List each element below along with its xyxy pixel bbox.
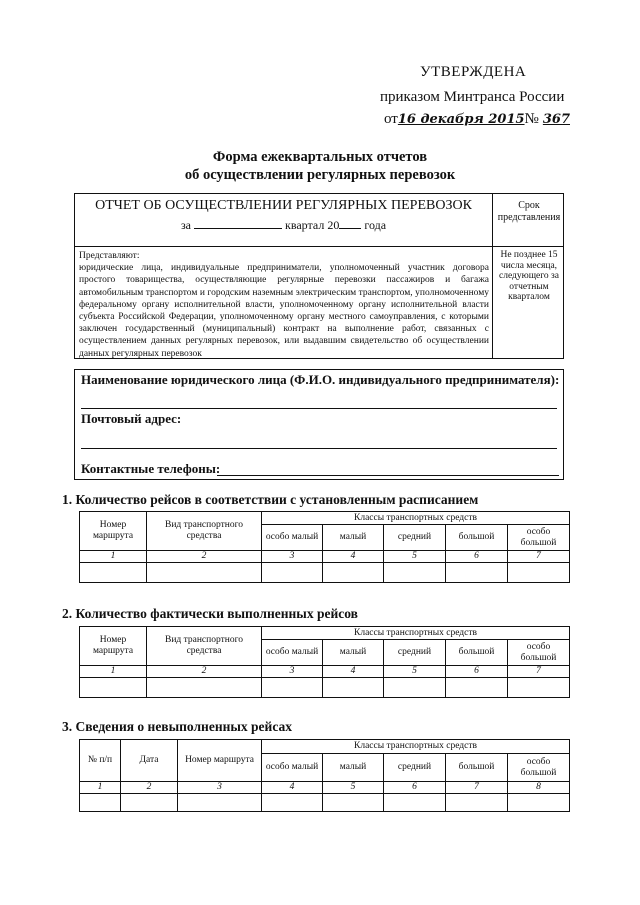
class-header: особо малый: [262, 754, 323, 782]
handwritten-number: 367: [542, 112, 570, 127]
table-cell[interactable]: [508, 794, 570, 812]
report-box-rule: [75, 246, 563, 247]
column-number: 1: [80, 551, 147, 563]
column-number: 7: [508, 551, 570, 563]
table-cell[interactable]: [323, 563, 384, 583]
class-header: средний: [384, 640, 446, 666]
presenters-label: Представляют:: [79, 251, 140, 261]
table-cell[interactable]: [384, 678, 446, 698]
org-name-label: Наименование юридического лица (Ф.И.О. индивидуального предпринимателя):: [81, 372, 560, 387]
class-header: особо малый: [262, 525, 323, 551]
class-header: малый: [323, 525, 384, 551]
column-number: 6: [446, 551, 508, 563]
section2-table: [79, 626, 570, 698]
approval-dateline: [384, 111, 570, 128]
phones-label: Контактные телефоны:: [81, 461, 221, 476]
column-number: 3: [262, 666, 323, 678]
class-header: особо большой: [508, 754, 570, 782]
column-number: 7: [508, 666, 570, 678]
deadline-header: Срок представления: [497, 200, 561, 223]
class-header: особо большой: [508, 525, 570, 551]
quarter-blank-field[interactable]: [194, 228, 282, 229]
class-header: малый: [323, 754, 384, 782]
column-number: 1: [80, 666, 147, 678]
table-cell[interactable]: [323, 678, 384, 698]
class-header: большой: [446, 754, 508, 782]
column-number: 2: [147, 666, 262, 678]
presenters-text: юридические лица, индивидуальные предприниматели, уполномоченный участник договора простого товарищества, осуществляющие регулярные перевозки пассажиров и багажа автомобильным транспортом и городским наземным электрическим транспортом, уполномоченному федеральному органу исполнительной власти, уполномоченному органу исполнительной власти субъекта Российской Федерации, уполномоченному органу местного самоуправления, с которыми заключен государственный (муниципальный) контракт на выполнение работ, связанных с осуществлением данных регулярных перевозок, или выдавшим свидетельство об осуществлении данных регулярных перевозок: [79, 263, 489, 359]
table-cell[interactable]: [262, 563, 323, 583]
class-header: средний: [384, 525, 446, 551]
class-header: особо малый: [262, 640, 323, 666]
section2-title: 2. Количество фактически выполненных рейсов: [62, 606, 358, 621]
table-row: [80, 563, 570, 583]
table-cell[interactable]: [80, 563, 147, 583]
table-cell[interactable]: [384, 563, 446, 583]
table-cell[interactable]: [446, 678, 508, 698]
table-row: [80, 794, 570, 812]
class-header: малый: [323, 640, 384, 666]
col-route-header: Номер маршрута: [80, 627, 147, 666]
number-prefix: №: [524, 111, 539, 127]
report-header-box: [74, 193, 564, 359]
table-cell[interactable]: [446, 563, 508, 583]
table-cell[interactable]: [508, 563, 570, 583]
table-cell[interactable]: [147, 563, 262, 583]
column-number: 3: [178, 782, 262, 794]
table-cell[interactable]: [446, 794, 508, 812]
column-number: 4: [323, 666, 384, 678]
organization-box: [74, 369, 564, 480]
class-header: средний: [384, 754, 446, 782]
col-vehicle-type-header: Вид транспортного средства: [147, 627, 262, 666]
column-number: 5: [384, 551, 446, 563]
column-number: 2: [121, 782, 178, 794]
section3-table: [79, 739, 570, 812]
column-number: 6: [446, 666, 508, 678]
table-cell[interactable]: [262, 678, 323, 698]
postal-address-label: Почтовый адрес:: [81, 411, 182, 426]
col-classes-header: Классы транспортных средств: [262, 740, 570, 754]
approval-order: приказом Минтранса России: [380, 89, 565, 105]
section3-title: 3. Сведения о невыполненных рейсах: [62, 719, 292, 734]
column-number: 5: [384, 666, 446, 678]
form-title-line2: об осуществлении регулярных перевозок: [184, 167, 456, 183]
handwritten-date: 16 декабря 2015: [397, 112, 525, 127]
col-route-header: Номер маршрута: [80, 512, 147, 551]
deadline-text: Не позднее 15 числа месяца, следующего за отчетным кварталом: [498, 250, 559, 302]
class-header: большой: [446, 640, 508, 666]
report-period: [75, 218, 492, 233]
section1-table: [79, 511, 570, 583]
table-cell[interactable]: [80, 678, 147, 698]
col-date-header: Дата: [121, 740, 178, 782]
report-title: ОТЧЕТ ОБ ОСУЩЕСТВЛЕНИИ РЕГУЛЯРНЫХ ПЕРЕВОЗОК: [95, 198, 472, 213]
date-prefix: от: [384, 111, 398, 127]
column-number: 2: [147, 551, 262, 563]
column-number: 7: [446, 782, 508, 794]
table-cell[interactable]: [262, 794, 323, 812]
table-cell[interactable]: [384, 794, 446, 812]
year-blank-field[interactable]: [339, 228, 361, 229]
period-for: за: [180, 218, 192, 232]
approval-stamp: УТВЕРЖДЕНА: [420, 64, 527, 80]
table-cell[interactable]: [323, 794, 384, 812]
column-number: 1: [80, 782, 121, 794]
col-number-header: № п/п: [80, 740, 121, 782]
org-name-field[interactable]: [81, 408, 557, 409]
table-row: [80, 678, 570, 698]
class-header: большой: [446, 525, 508, 551]
column-number: 6: [384, 782, 446, 794]
section1-title: 1. Количество рейсов в соответствии с установленным расписанием: [62, 492, 479, 507]
presenters-block: [79, 250, 489, 360]
table-cell[interactable]: [121, 794, 178, 812]
phones-field[interactable]: [217, 475, 559, 476]
column-number: 4: [262, 782, 323, 794]
col-vehicle-type-header: Вид транспортного средства: [147, 512, 262, 551]
column-number: 4: [323, 551, 384, 563]
column-number: 5: [323, 782, 384, 794]
table-cell[interactable]: [178, 794, 262, 812]
table-cell[interactable]: [147, 678, 262, 698]
period-quarter: квартал 20: [285, 218, 340, 232]
table-cell[interactable]: [80, 794, 121, 812]
table-cell[interactable]: [508, 678, 570, 698]
col-classes-header: Классы транспортных средств: [262, 512, 570, 525]
col-route-header: Номер маршрута: [178, 740, 262, 782]
form-title-line1: Форма ежеквартальных отчетов: [212, 149, 428, 165]
period-year: года: [364, 218, 387, 232]
postal-address-field[interactable]: [81, 448, 557, 449]
col-classes-header: Классы транспортных средств: [262, 627, 570, 640]
column-number: 3: [262, 551, 323, 563]
class-header: особо большой: [508, 640, 570, 666]
column-number: 8: [508, 782, 570, 794]
